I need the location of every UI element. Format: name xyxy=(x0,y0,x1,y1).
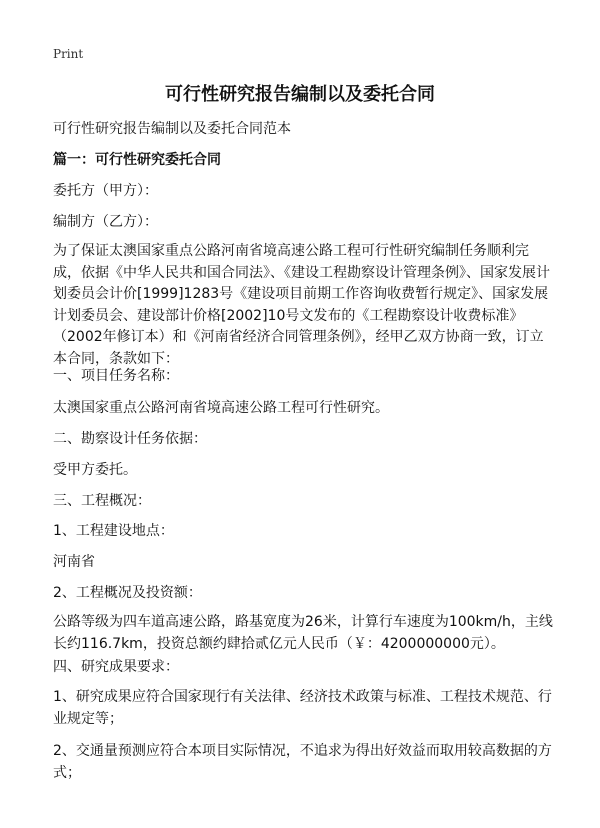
document-title: 可行性研究报告编制以及委托合同 xyxy=(165,84,435,105)
section-3-heading: 三、工程概况： xyxy=(53,493,151,509)
section-1-heading: 一、项目任务名称： xyxy=(53,368,179,384)
section-3-item-2-body: 公路等级为四车道高速公路，路基宽度为26米，计算行车速度为100km/h，主线长约116.7km，投资总额约肆拾贰亿元人民币（￥：4200000000元）。 xyxy=(53,614,553,652)
section-4-item-1: 1、研究成果应符合国家现行有关法律、经济技术政策与标准、工程技术规范、行业规定等； xyxy=(53,689,552,727)
section-3-item-1-heading: 1、工程建设地点： xyxy=(53,523,174,539)
section-3-item-2-heading: 2、工程概况及投资额： xyxy=(53,585,202,601)
section-1-body: 太澳国家重点公路河南省境高速公路工程可行性研究。 xyxy=(53,400,389,416)
section-3-item-1-body: 河南省 xyxy=(53,554,95,570)
document-subtitle: 可行性研究报告编制以及委托合同范本 xyxy=(53,121,291,137)
party-b-label: 编制方（乙方）： xyxy=(53,214,158,230)
print-label[interactable]: Print xyxy=(53,47,84,61)
chapter-heading: 篇一：可行性研究委托合同 xyxy=(53,152,221,168)
section-4-heading: 四、研究成果要求： xyxy=(53,659,179,675)
section-2-heading: 二、勘察设计任务依据： xyxy=(53,431,207,447)
section-4-item-2: 2、交通量预测应符合本项目实际情况，不追求为得出好效益而取用较高数据的方式； xyxy=(53,743,552,781)
intro-paragraph: 为了保证太澳国家重点公路河南省境高速公路工程可行性研究编制任务顺利完成，依据《中华人民共和国合同法》、《建设工程勘察设计管理条例》、国家发展计划委员会计价[1999]1283号《建设项目前期工作咨询收费暂行规定》、国家发展计划委员会、建设部计价格[2002]10号文发布的《工程勘察设计收费标准》（2002年修订本）和《河南省经济合同管理条例》，经甲乙双方协商一致，订立本合同，条款如下： xyxy=(53,243,550,367)
section-2-body: 受甲方委托。 xyxy=(53,462,137,478)
party-a-label: 委托方（甲方）： xyxy=(53,183,158,199)
